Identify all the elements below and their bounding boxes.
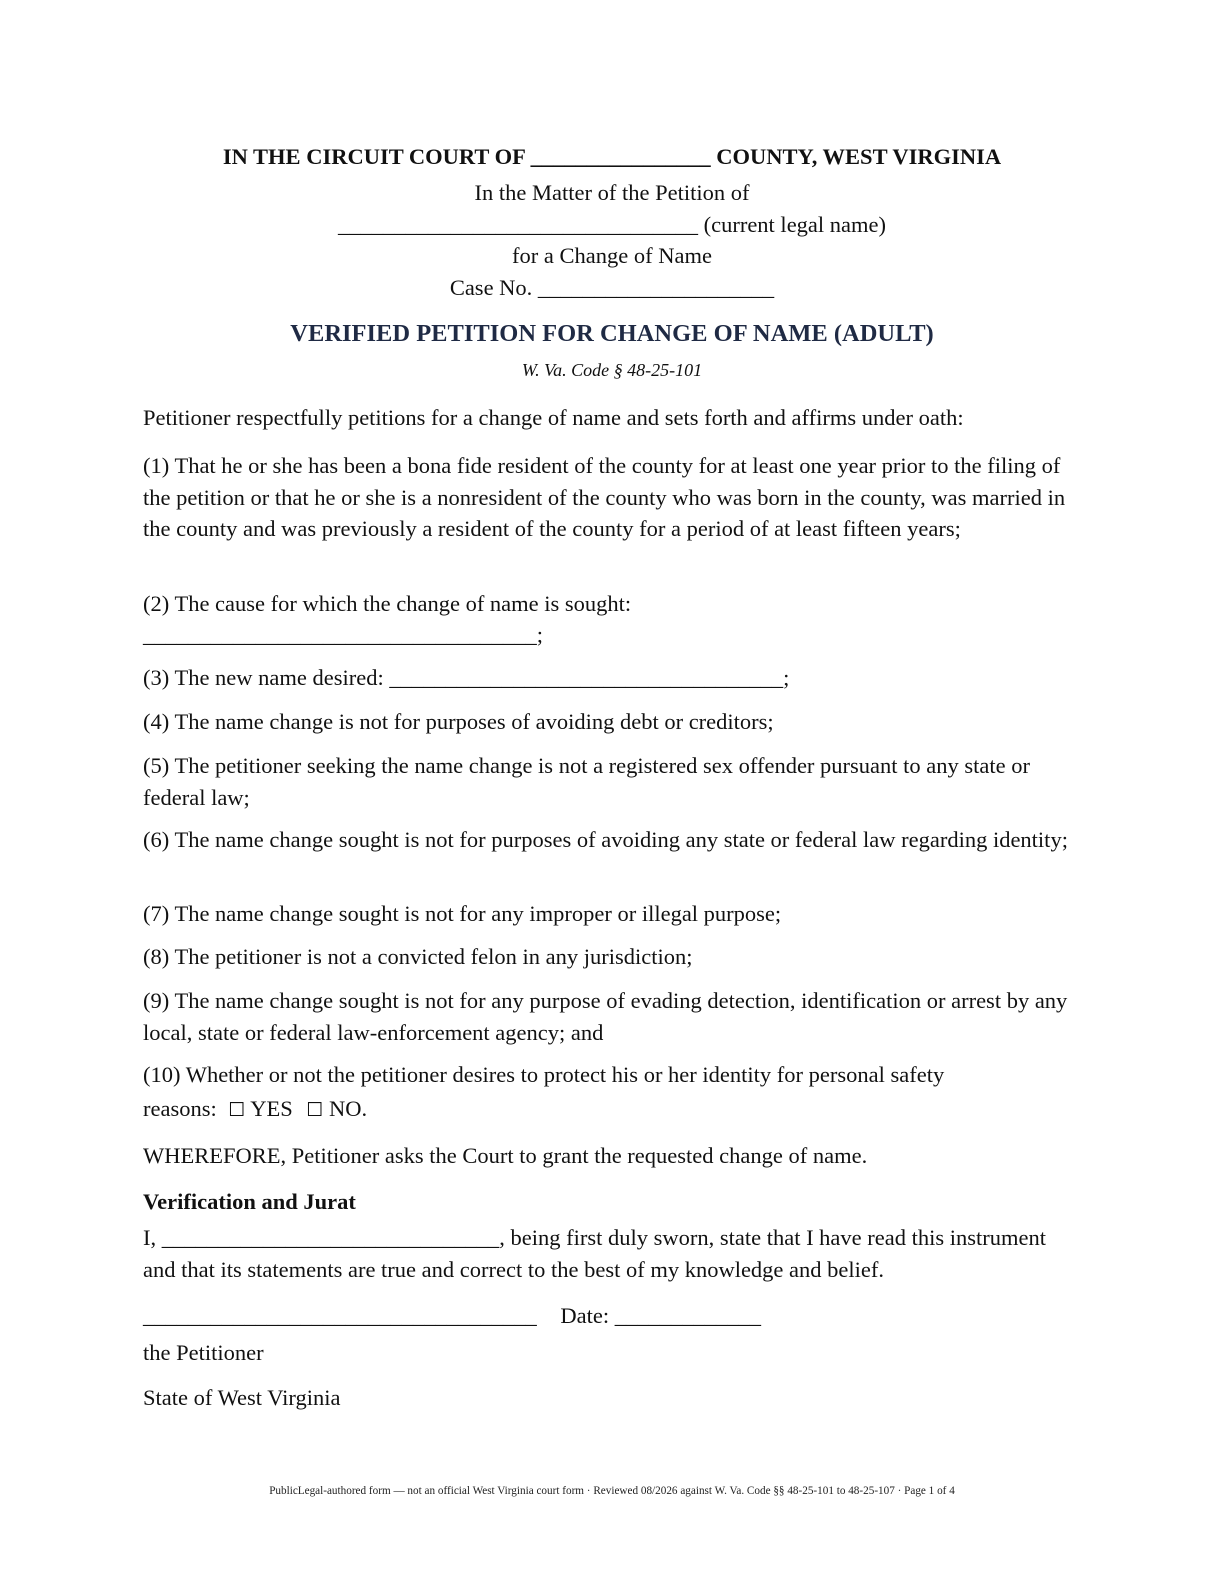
intro-paragraph: Petitioner respectfully petitions for a change of name and sets forth and affirms under oath:: [143, 405, 964, 430]
item-1: (1) That he or she has been a bona fide resident of the county for at least one year prior to the filing of the petition or that he or she is a nonresident of the county who was born in the county, was married in the county and was previously a resident of the county for a period of at least fifteen years;: [143, 453, 1066, 541]
item-10-reasons-label: reasons:: [143, 1096, 217, 1121]
item-4: (4) The name change is not for purposes of avoiding debt or creditors;: [143, 709, 774, 734]
court-caption: IN THE CIRCUIT COURT OF ________________ COUNTY, WEST VIRGINIA: [222, 144, 1002, 169]
no-checkbox[interactable]: ☐: [306, 1099, 324, 1121]
current-legal-name-line: ________________________________ (current legal name): [337, 212, 887, 237]
signature-line: ___________________________________: [143, 1303, 537, 1328]
no-label: NO.: [329, 1096, 368, 1121]
petitioner-label: the Petitioner: [143, 1340, 264, 1365]
wherefore-paragraph: WHEREFORE, Petitioner asks the Court to grant the requested change of name.: [143, 1143, 868, 1168]
signature-row: [143, 1300, 1083, 1332]
yes-label: YES: [250, 1096, 293, 1121]
item-2-label: (2) The cause for which the change of name is sought:: [143, 591, 632, 616]
item-8: (8) The petitioner is not a convicted felon in any jurisdiction;: [143, 944, 693, 969]
date-line: Date: _____________: [560, 1303, 761, 1328]
change-of-name-line: for a Change of Name: [512, 243, 712, 268]
item-3: (3) The new name desired: ___________________________________;: [143, 665, 790, 690]
item-2-blank: ___________________________________;: [143, 622, 544, 647]
document-title: VERIFIED PETITION FOR CHANGE OF NAME (ADULT): [290, 320, 934, 347]
item-6: (6) The name change sought is not for purposes of avoiding any state or federal law regarding identity;: [143, 827, 1068, 852]
item-10-reasons-row: [143, 1093, 1083, 1127]
item-7: (7) The name change sought is not for any improper or illegal purpose;: [143, 901, 782, 926]
item-9: (9) The name change sought is not for any purpose of evading detection, identification or arrest by any local, state or federal law-enforcement agency; and: [143, 988, 1068, 1045]
statute-citation: W. Va. Code § 48-25-101: [521, 360, 703, 380]
page-footer: PublicLegal-authored form — not an official West Virginia court form · Reviewed 08/2026 against W. Va. Code §§ 48-25-101 to 48-25-107 · Page 1 of 4: [269, 1485, 955, 1497]
item-5: (5) The petitioner seeking the name change is not a registered sex offender pursuant to any state or federal law;: [143, 753, 1030, 810]
item-10-line: (10) Whether or not the petitioner desires to protect his or her identity for personal safety: [143, 1062, 945, 1087]
case-number-line: Case No. _____________________: [449, 275, 775, 300]
state-label: State of West Virginia: [143, 1385, 341, 1410]
yes-checkbox[interactable]: ☐: [228, 1099, 246, 1121]
verification-heading: Verification and Jurat: [143, 1189, 356, 1214]
matter-line: In the Matter of the Petition of: [474, 180, 750, 205]
verification-statement: I, ______________________________, being first duly sworn, state that I have read this instrument and that its statements are true and correct to the best of my knowledge and belief.: [143, 1225, 1046, 1282]
